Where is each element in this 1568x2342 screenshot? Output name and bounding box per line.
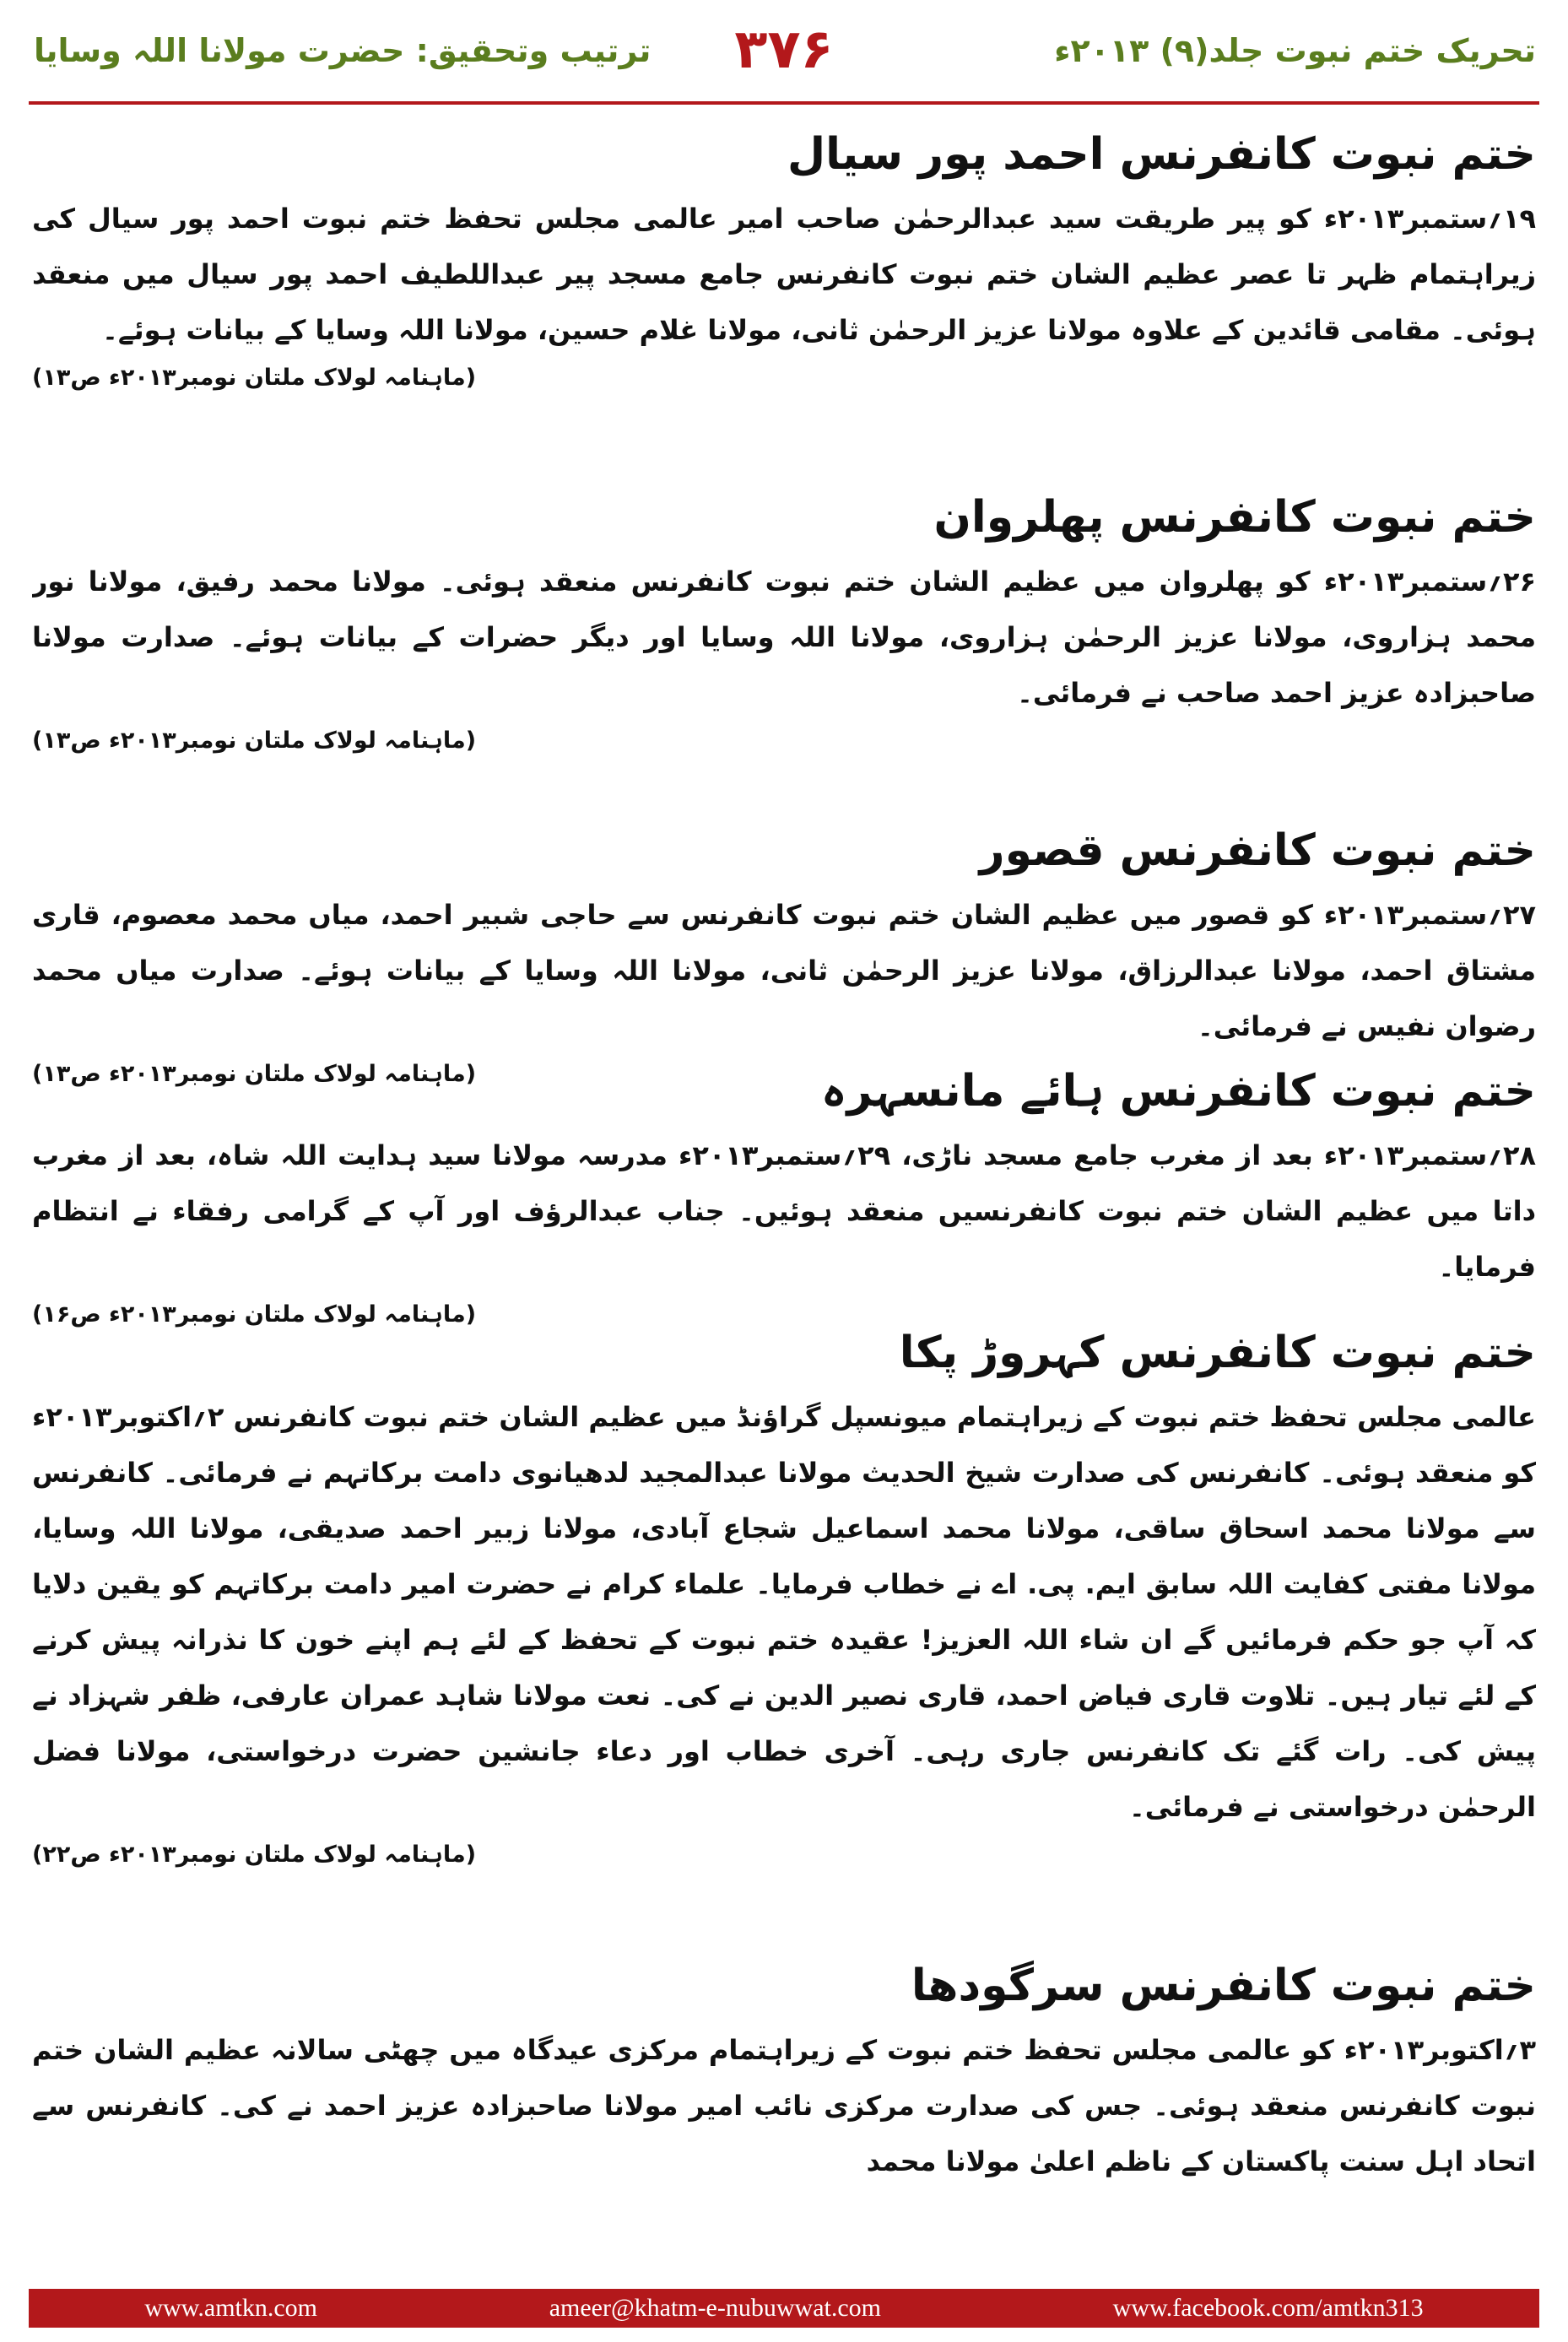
compiler-credit: ترتیب وتحقیق: حضرت مولانا اللہ وسایا (34, 32, 652, 69)
section-body: ۱۹؍ستمبر۲۰۱۳ء کو پیر طریقت سید عبدالرحمٰن صاحب امیر عالمی مجلس تحفظ ختم نبوت احمد پور سیال کی زیراہتمام ظہر تا عصر عظیم الشان ختم نبوت کانفرنس جامع مسجد پیر عبداللطیف احمد پور سیال میں منعقد ہوئی۔ مقامی قائدین کے علاوہ مولانا عزیز الرحمٰن ثانی، مولانا غلام حسین، مولانا اللہ وسایا کے بیانات ہوئے۔ (32, 203, 1536, 346)
section-heading: ختم نبوت کانفرنس سرگودھا (911, 1961, 1536, 2011)
section-body: ۳؍اکتوبر۲۰۱۳ء کو عالمی مجلس تحفظ ختم نبوت کے زیراہتمام مرکزی عیدگاہ میں چھٹی سالانہ عظیم الشان ختم نبوت کانفرنس منعقد ہوئی۔ جس کی صدارت مرکزی نائب امیر مولانا صاحبزادہ عزیز احمد نے کی۔ کانفرنس سے اتحاد اہل سنت پاکستان کے ناظم اعلیٰ مولانا محمد (32, 2034, 1536, 2177)
section-heading: ختم نبوت کانفرنس قصور (979, 825, 1536, 876)
section-heading: ختم نبوت کانفرنس پھلروان (933, 492, 1536, 543)
section-qasur (32, 814, 1536, 1087)
page-number: ۳۷۶ (734, 19, 834, 81)
email-link[interactable]: ameer@khatm-e-nubuwwat.com (549, 2294, 881, 2322)
section-citation: (ماہنامہ لولاک ملتان نومبر۲۰۱۳ء ص۱۳) (32, 365, 477, 391)
section-citation: (ماہنامہ لولاک ملتان نومبر۲۰۱۳ء ص۱۳) (32, 1061, 477, 1087)
facebook-link[interactable]: www.facebook.com/amtkn313 (1112, 2294, 1424, 2322)
section-phalarwan (32, 481, 1536, 814)
page-footer (29, 2289, 1539, 2328)
page-content (32, 118, 1536, 2270)
section-body: ۲۷؍ستمبر۲۰۱۳ء کو قصور میں عظیم الشان ختم نبوت کانفرنس سے حاجی شبیر احمد، میاں محمد معصوم، قاری مشتاق احمد، مولانا عبدالرزاق، مولانا عزیز الرحمٰن ثانی، مولانا اللہ وسایا کے بیانات ہوئے۔ صدارت میاں محمد رضوان نفیس نے فرمائی۔ (32, 899, 1536, 1042)
section-citation: (ماہنامہ لولاک ملتان نومبر۲۰۱۳ء ص۱۶) (32, 1301, 477, 1328)
section-body: ۲۶؍ستمبر۲۰۱۳ء کو پھلروان میں عظیم الشان ختم نبوت کانفرنس منعقد ہوئی۔ مولانا محمد رفیق، مولانا نور محمد ہزاروی، مولانا عزیز الرحمٰن ہزاروی، مولانا اللہ وسایا اور دیگر حضرات کے بیانات ہوئے۔ صدارت مولانا صاحبزادہ عزیز احمد صاحب نے فرمائی۔ (32, 565, 1536, 709)
section-heading: ختم نبوت کانفرنس کہروڑ پکا (899, 1328, 1536, 1378)
book-title: تحریک ختم نبوت جلد(۹) ۲۰۱۳ء (1054, 32, 1536, 69)
header-divider (29, 101, 1539, 105)
section-citation: (ماہنامہ لولاک ملتان نومبر۲۰۱۳ء ص۱۳) (32, 727, 477, 754)
section-citation: (ماہنامہ لولاک ملتان نومبر۲۰۱۳ء ص۲۲) (32, 1842, 477, 1868)
section-sargodha (32, 1950, 1536, 2270)
section-mansehra (32, 1055, 1536, 1328)
section-heading: ختم نبوت کانفرنس ہائے مانسہرہ (820, 1066, 1536, 1117)
section-body: ۲۸؍ستمبر۲۰۱۳ء بعد از مغرب جامع مسجد ناڑی، ۲۹؍ستمبر۲۰۱۳ء مدرسہ مولانا سید ہدایت اللہ شاہ، بعد از مغرب داتا میں عظیم الشان ختم نبوت کانفرنسیں منعقد ہوئیں۔ جناب عبدالرؤف اور آپ کے گرامی رفقاء نے انتظام فرمایا۔ (32, 1139, 1536, 1283)
section-kahror-pakka (32, 1317, 1536, 1950)
section-heading: ختم نبوت کانفرنس احمد پور سیال (787, 129, 1536, 180)
section-body: عالمی مجلس تحفظ ختم نبوت کے زیراہتمام میونسپل گراؤنڈ میں عظیم الشان ختم نبوت کانفرنس ۲؍اکتوبر۲۰۱۳ء کو منعقد ہوئی۔ کانفرنس کی صدارت شیخ الحدیث مولانا عبدالمجید لدھیانوی دامت برکاتہم نے فرمائی۔ کانفرنس سے مولانا محمد اسحاق ساقی، مولانا محمد اسماعیل شجاع آبادی، مولانا زبیر احمد صدیقی، مولانا اللہ وسایا، مولانا مفتی کفایت اللہ سابق ایم. پی. اے نے خطاب فرمایا۔ علماء کرام نے حضرت امیر دامت برکاتہم کو یقین دلایا کہ آپ جو حکم فرمائیں گے ان شاء اللہ العزیز! عقیدہ ختم نبوت کے تحفظ کے لئے ہم اپنے خون کا نذرانہ پیش کرنے کے لئے تیار ہیں۔ تلاوت قاری فیاض احمد، قاری نصیر الدین نے کی۔ نعت مولانا شاہد عمران عارفی، ظفر شہزاد نے پیش کی۔ رات گئے تک کانفرنس جاری رہی۔ آخری خطاب اور دعاء جانشین حضرت درخواستی، مولانا فضل الرحمٰن درخواستی نے فرمائی۔ (32, 1401, 1536, 1823)
section-ahmadpur-sial (32, 118, 1536, 481)
website-link[interactable]: www.amtkn.com (144, 2294, 318, 2322)
page-header (0, 0, 1568, 110)
